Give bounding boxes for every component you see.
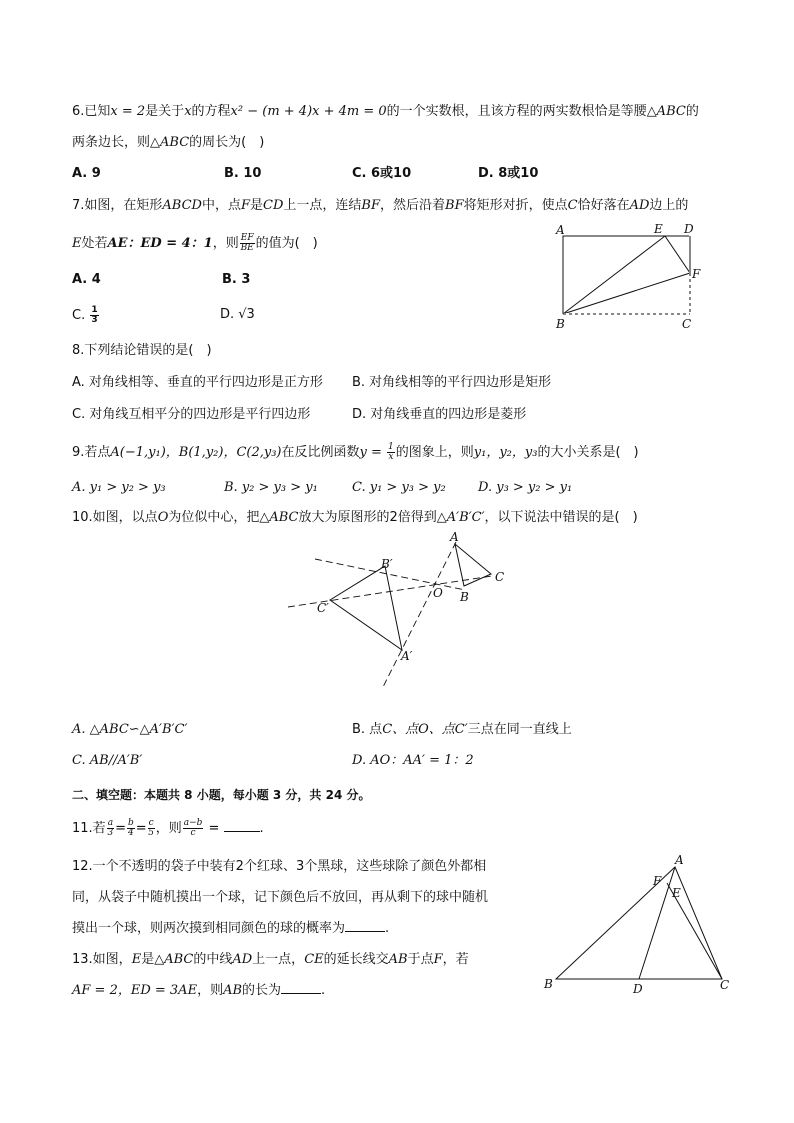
q7-stem: 7.如图，在矩形ABCD中，点F是CD上一点，连结BF，然后沿着BF将矩形对折，使点C恰好落在AD边上的: [72, 198, 689, 213]
q7-label-f: F: [692, 267, 701, 281]
q8-option-c[interactable]: C. 对角线互相平分的四边形是平行四边形: [72, 407, 311, 422]
q13-label-a: A: [675, 853, 684, 867]
q11-fraction-3: $\frac{c}{5}$: [148, 818, 155, 838]
q10-option-a[interactable]: A. △ABC∽△A′B′C′: [72, 722, 188, 737]
q13-figure: [540, 850, 740, 995]
q9-option-c[interactable]: C. y₁ > y₃ > y₂: [352, 480, 446, 495]
q10-line-aa: [383, 542, 456, 687]
q10-option-c[interactable]: C. AB//A′B′: [72, 753, 143, 768]
q10-label-c2: C′: [317, 601, 329, 615]
q7-label-d: D: [684, 222, 694, 236]
q9-option-d[interactable]: D. y₃ > y₂ > y₁: [478, 480, 573, 495]
q13-label-f: F: [653, 874, 662, 888]
q6-option-b[interactable]: B. 10: [224, 166, 262, 181]
q10-figure: [280, 530, 530, 695]
q7-option-d[interactable]: D. √3: [220, 307, 255, 322]
q6-stem: 6.已知x = 2是关于x的方程x² − (m + 4)x + 4m = 0的一个实数根，且该方程的两实数根恰是等腰△ABC的: [72, 104, 699, 119]
q10-label-a2: A′: [401, 649, 413, 663]
q11-stem: 11.若 $\frac{a}{3}$ = $\frac{b}{4}$ = $\frac{c}{5}$ ，则 $\frac{a-b}{c}$ = .: [72, 818, 264, 838]
q7-option-b[interactable]: B. 3: [222, 272, 251, 287]
q12-line-2: 同，从袋子中随机摸出一个球，记下颜色后不放回，再从剩下的球中随机: [72, 890, 489, 905]
q7-option-c-fraction: $\frac{1}{3}$: [91, 305, 98, 325]
q10-label-b2: B′: [381, 557, 393, 571]
q10-label-o: O: [433, 586, 443, 600]
q7-fraction: $\frac{EF}{BE}$: [240, 233, 254, 253]
q9-fraction: $\frac{1}{x}$: [388, 442, 394, 462]
q13-answer-blank[interactable]: [281, 983, 321, 994]
q8-option-b[interactable]: B. 对角线相等的平行四边形是矩形: [352, 375, 552, 390]
q13-label-e: E: [672, 886, 681, 900]
q8-option-a[interactable]: A. 对角线相等、垂直的平行四边形是正方形: [72, 375, 323, 390]
q7-label-a: A: [556, 223, 565, 237]
q12-line-1: 12.一个不透明的袋子中装有2个红球、3个黑球，这些球除了颜色外都相: [72, 859, 487, 874]
q10-option-d[interactable]: D. AO：AA′ = 1：2: [352, 753, 474, 768]
q10-option-b[interactable]: B. 点C、点O、点C′三点在同一直线上: [352, 722, 572, 737]
q13-label-c: C: [720, 978, 730, 992]
q7-rect-abcd: [563, 236, 690, 314]
q8-stem: 8.下列结论错误的是( ): [72, 343, 212, 358]
q6-option-d[interactable]: D. 8或10: [478, 166, 539, 181]
q13-stem: 13.如图，E是△ABC的中线AD上一点，CE的延长线交AB于点F，若: [72, 952, 469, 967]
q7-option-c[interactable]: C. $\frac{1}{3}$: [72, 305, 98, 325]
q10-label-a: A: [450, 530, 459, 544]
q7-label-c: C: [682, 317, 692, 331]
q10-triangle-a2b2c2: [330, 566, 402, 650]
q7-label-e: E: [654, 222, 663, 236]
q7-figure: [548, 220, 718, 335]
q11-fraction-2: $\frac{b}{4}$: [127, 818, 134, 838]
q7-segment-ef: [665, 236, 690, 273]
q10-triangle-abc: [455, 544, 491, 586]
q10-label-b: B: [460, 590, 469, 604]
q13-label-b: B: [544, 977, 553, 991]
q6-stem-line2: 两条边长，则△ABC的周长为( ): [72, 135, 265, 150]
q13-triangle-abc: [556, 867, 722, 979]
q6-option-a[interactable]: A. 9: [72, 166, 101, 181]
q10-label-c: C: [495, 570, 505, 584]
q11-answer-blank[interactable]: [224, 821, 260, 832]
q7-stem-line2: E处若AE：ED = 4：1，则 $\frac{EF}{BE}$ 的值为( ): [72, 233, 318, 253]
q11-fraction-4: $\frac{a-b}{c}$: [183, 818, 203, 838]
q7-segment-bf: [563, 273, 690, 314]
q9-option-b[interactable]: B. y₂ > y₃ > y₁: [224, 480, 318, 495]
q6-option-c[interactable]: C. 6或10: [352, 166, 412, 181]
q9-option-a[interactable]: A. y₁ > y₂ > y₃: [72, 480, 166, 495]
q11-fraction-1: $\frac{a}{3}$: [107, 818, 114, 838]
q9-stem: 9.若点A(−1,y₁)，B(1,y₂)，C(2,y₃)在反比例函数y = $\frac{1}{x}$ 的图象上，则y₁，y₂，y₃的大小关系是( ): [72, 442, 639, 462]
q7-option-a[interactable]: A. 4: [72, 272, 101, 287]
q8-option-d[interactable]: D. 对角线垂直的四边形是菱形: [352, 407, 527, 422]
q13-stem-line2: AF = 2，ED = 3AE，则AB的长为 .: [72, 983, 326, 998]
q10-stem: 10.如图，以点O为位似中心，把△ABC放大为原图形的2倍得到△A′B′C′，以下说法中错误的是( ): [72, 510, 638, 525]
q13-label-d: D: [633, 982, 643, 996]
section-2-title: 二、填空题：本题共 8 小题，每小题 3 分，共 24 分。: [72, 788, 371, 802]
q7-label-b: B: [556, 317, 565, 331]
q7-segment-be: [563, 236, 665, 314]
q12-answer-blank[interactable]: [345, 921, 385, 932]
q12-line-3: 摸出一个球，则两次摸到相同颜色的球的概率为 .: [72, 921, 390, 936]
